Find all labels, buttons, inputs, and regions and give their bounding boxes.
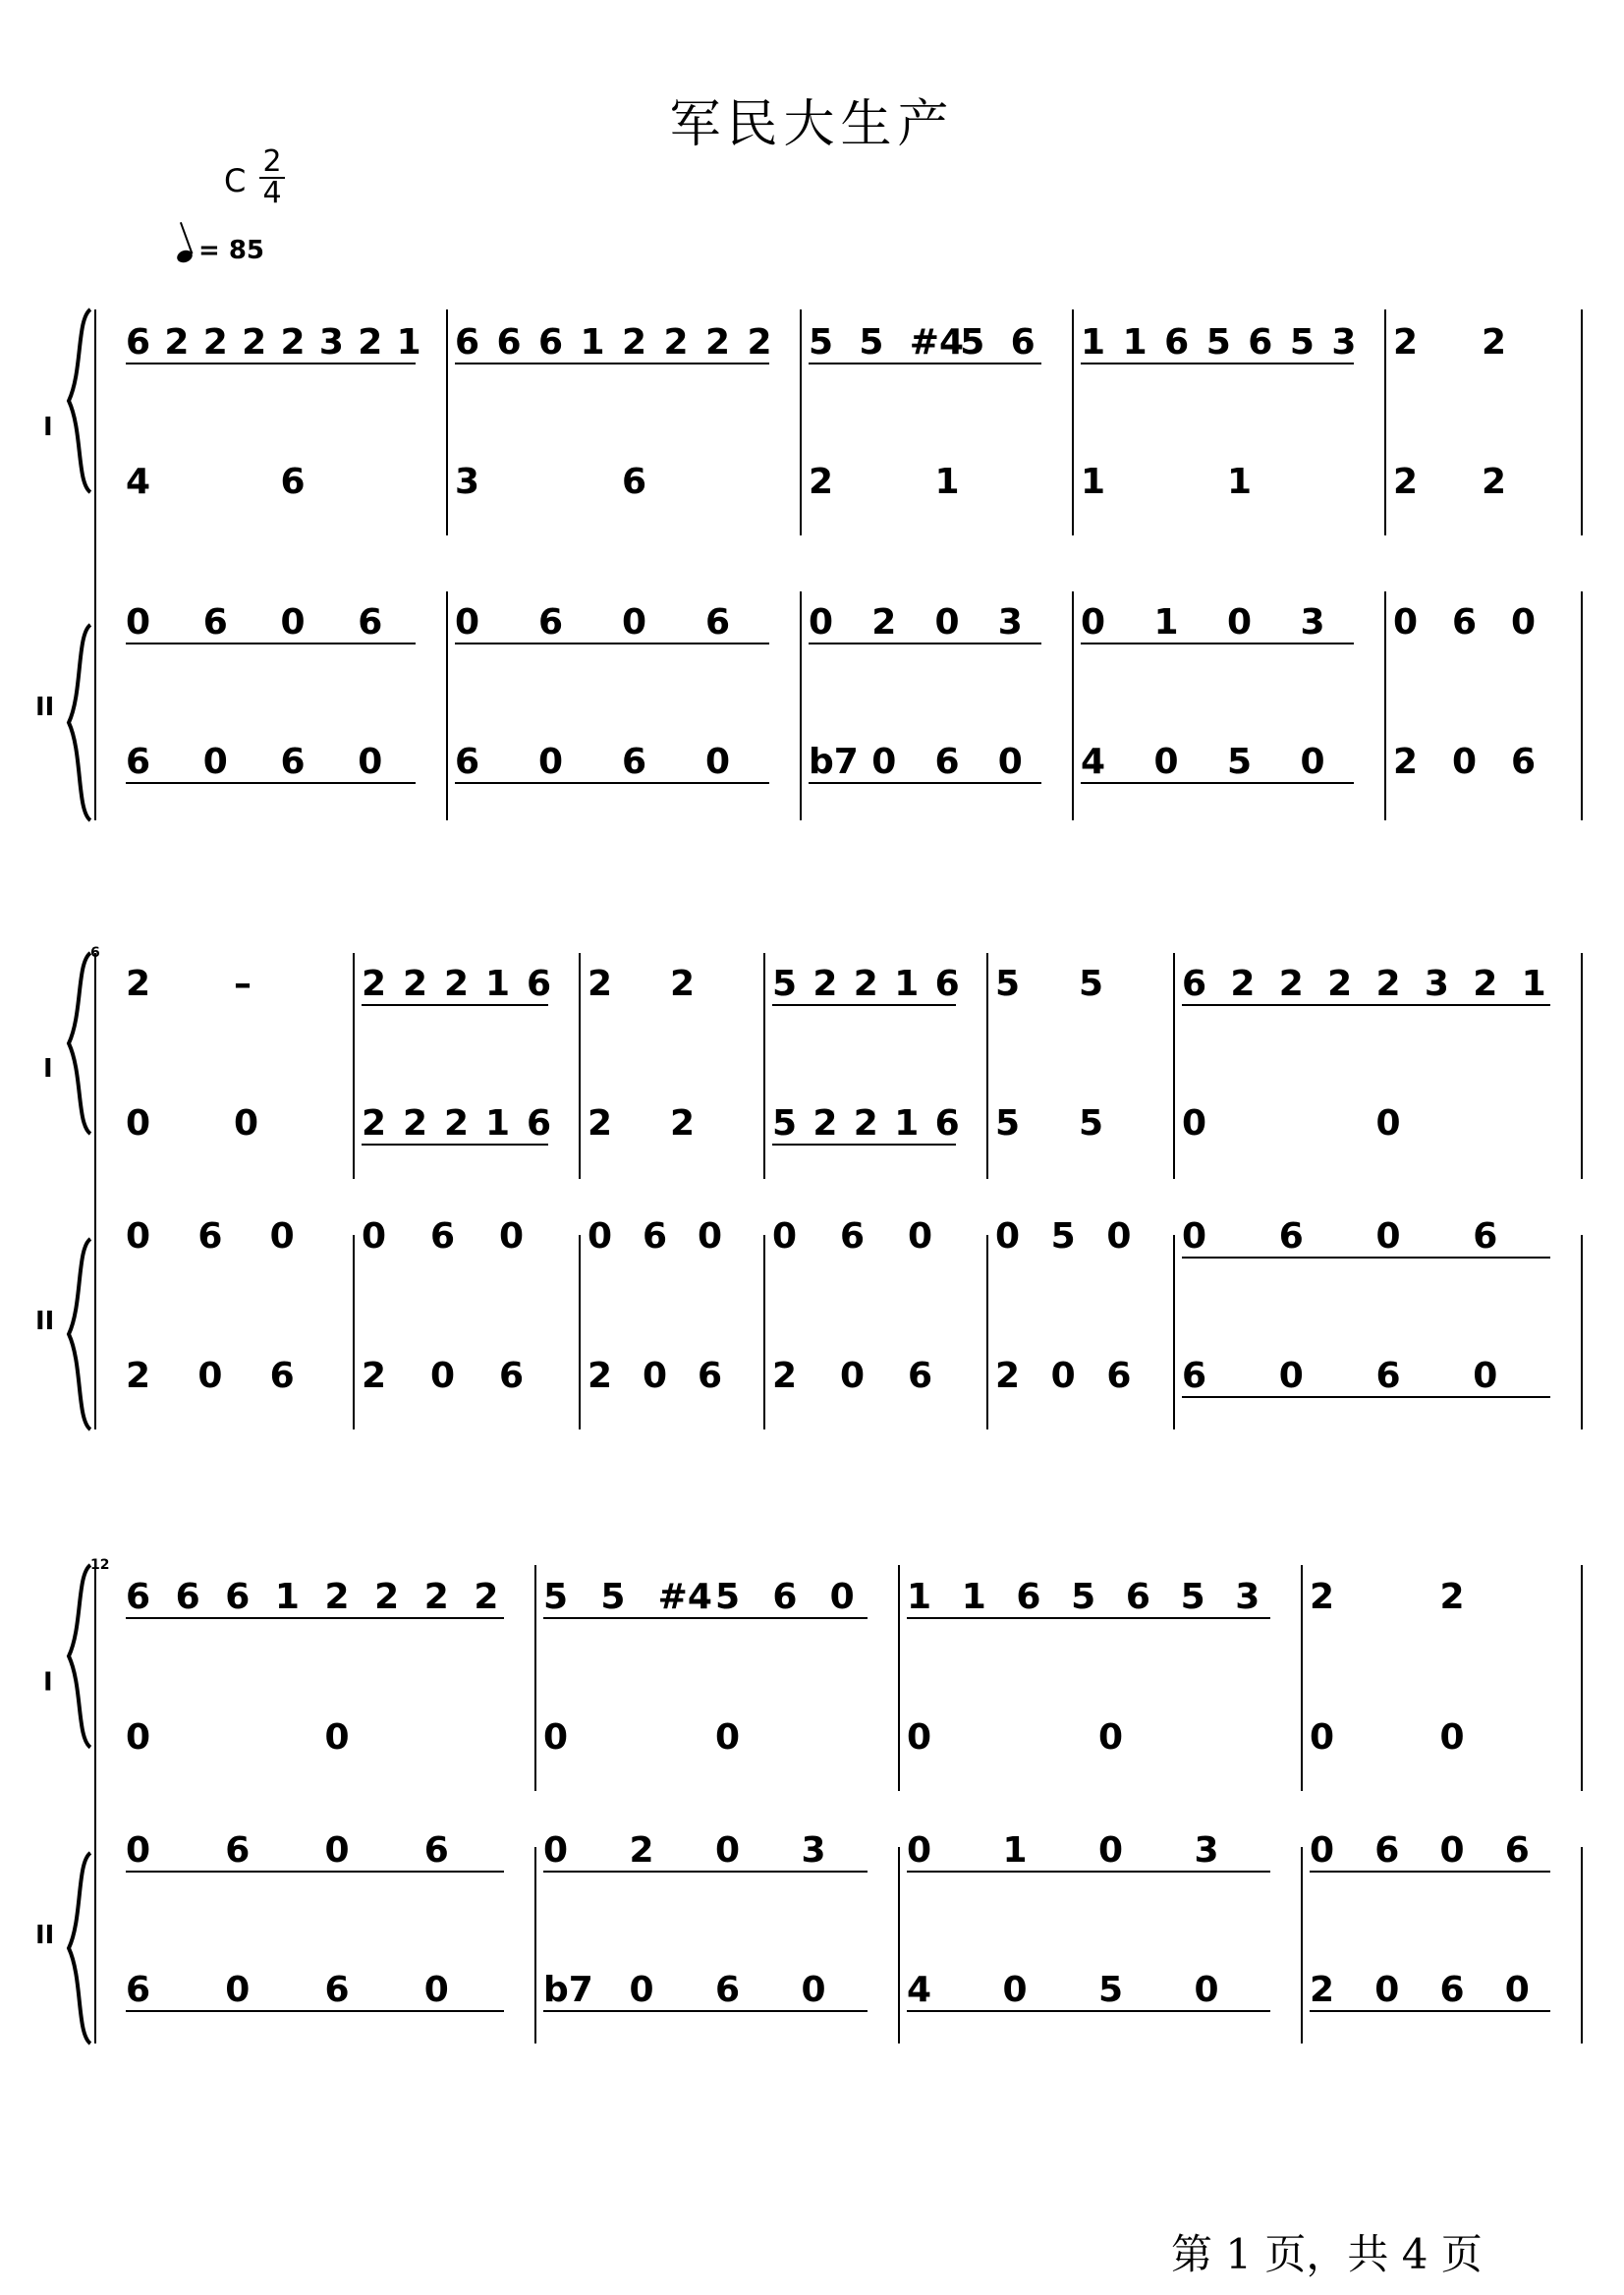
jianpu-note: 0 xyxy=(1374,1970,1400,2010)
jianpu-note: 6 xyxy=(455,742,480,782)
jianpu-note: 5 xyxy=(1180,1577,1205,1617)
jianpu-note: 3 xyxy=(1194,1830,1219,1871)
jianpu-note: 4 xyxy=(907,1970,932,2010)
jianpu-note: 3 xyxy=(997,602,1023,643)
jianpu-note: 0 xyxy=(698,1216,723,1257)
jianpu-note: 0 xyxy=(1002,1970,1028,2010)
jianpu-note: 0 xyxy=(907,1830,932,1871)
jianpu-note: 2 xyxy=(1439,1577,1465,1617)
jianpu-note: 2 xyxy=(629,1830,654,1871)
jianpu-note: 5 xyxy=(1227,742,1253,782)
jianpu-note: 6 xyxy=(126,1970,151,2010)
jianpu-note: 0 xyxy=(543,1717,569,1758)
brace-part-i xyxy=(69,309,90,492)
jianpu-note: 6 xyxy=(527,964,552,1004)
jianpu-note: #4 xyxy=(909,322,965,363)
jianpu-note: 0 xyxy=(455,602,480,643)
jianpu-note: 1 xyxy=(1081,322,1106,363)
jianpu-note: 1 xyxy=(580,322,605,363)
jianpu-note: 2 xyxy=(1482,462,1507,502)
jianpu-note: 6 xyxy=(1248,322,1273,363)
jianpu-note: 5 xyxy=(960,322,985,363)
jianpu-note: 0 xyxy=(1182,1216,1207,1257)
jianpu-note: 3 xyxy=(1235,1577,1260,1617)
jianpu-note: 1 xyxy=(485,1103,511,1144)
jianpu-note: 0 xyxy=(840,1356,866,1396)
jianpu-note: 2 xyxy=(670,1103,696,1144)
time-sig-denominator: 4 xyxy=(259,177,285,208)
jianpu-note: 5 xyxy=(859,322,884,363)
jianpu-note: 5 xyxy=(1289,322,1315,363)
jianpu-note: – xyxy=(234,964,252,1004)
jianpu-note: 2 xyxy=(1375,964,1401,1004)
jianpu-note: 6 xyxy=(1010,322,1036,363)
jianpu-note: 0 xyxy=(1300,742,1325,782)
jianpu-note: 0 xyxy=(225,1970,251,2010)
part-label-i: I xyxy=(43,1054,53,1084)
jianpu-note: 2 xyxy=(871,602,897,643)
jianpu-note: 2 xyxy=(588,964,613,1004)
jianpu-note: 6 xyxy=(1125,1577,1150,1617)
jianpu-note: 0 xyxy=(705,742,731,782)
jianpu-note: 2 xyxy=(444,964,470,1004)
jianpu-note: 2 xyxy=(362,1356,387,1396)
jianpu-note: 6 xyxy=(126,1577,151,1617)
jianpu-note: 2 xyxy=(1473,964,1498,1004)
jianpu-note: 0 xyxy=(324,1830,350,1871)
jianpu-note: #4 xyxy=(657,1577,712,1617)
jianpu-note: 3 xyxy=(1331,322,1357,363)
jianpu-note: 1 xyxy=(961,1577,986,1617)
part-label-ii: II xyxy=(35,693,55,722)
jianpu-note: 0 xyxy=(997,742,1023,782)
jianpu-note: 0 xyxy=(715,1717,741,1758)
jianpu-note: 2 xyxy=(812,1103,838,1144)
jianpu-note: 6 xyxy=(358,602,383,643)
jianpu-note: 0 xyxy=(1310,1830,1335,1871)
jianpu-note: 2 xyxy=(403,1103,428,1144)
jianpu-note: 2 xyxy=(358,322,383,363)
jianpu-note: 0 xyxy=(1278,1356,1304,1396)
jianpu-note: 3 xyxy=(455,462,480,502)
jianpu-note: 0 xyxy=(1182,1103,1207,1144)
jianpu-note: 6 xyxy=(1374,1830,1400,1871)
jianpu-note: 0 xyxy=(588,1216,613,1257)
jianpu-note: 6 xyxy=(934,1103,960,1144)
jianpu-note: 6 xyxy=(934,964,960,1004)
jianpu-note: 5 xyxy=(995,1103,1021,1144)
jianpu-note: 6 xyxy=(705,602,731,643)
jianpu-note: 6 xyxy=(1278,1216,1304,1257)
jianpu-note: 6 xyxy=(126,322,151,363)
jianpu-note: 0 xyxy=(280,602,306,643)
brace-part-ii xyxy=(69,1853,90,2043)
measure-number: 6 xyxy=(90,945,100,961)
part-label-i: I xyxy=(43,1667,53,1698)
jianpu-note: 6 xyxy=(840,1216,866,1257)
jianpu-note: 0 xyxy=(126,1717,151,1758)
jianpu-note: 6 xyxy=(225,1830,251,1871)
jianpu-note: 2 xyxy=(280,322,306,363)
jianpu-note: 2 xyxy=(588,1103,613,1144)
jianpu-note: 0 xyxy=(907,1717,932,1758)
jianpu-note: 6 xyxy=(126,742,151,782)
jianpu-note: 3 xyxy=(318,322,344,363)
jianpu-note: 6 xyxy=(197,1216,223,1257)
jianpu-note: 2 xyxy=(444,1103,470,1144)
jianpu-note: 2 xyxy=(622,322,647,363)
jianpu-note: 0 xyxy=(622,602,647,643)
jianpu-note: 0 xyxy=(871,742,897,782)
jianpu-note: 1 xyxy=(1002,1830,1028,1871)
jianpu-note: 6 xyxy=(1511,742,1537,782)
jianpu-note: 6 xyxy=(1439,1970,1465,2010)
jianpu-note: 6 xyxy=(622,742,647,782)
jianpu-note: b7 xyxy=(809,742,859,782)
jianpu-note: 6 xyxy=(499,1356,525,1396)
brace-part-i xyxy=(69,953,90,1134)
jianpu-note: 1 xyxy=(396,322,421,363)
jianpu-note: 2 xyxy=(1310,1577,1335,1617)
jianpu-note: 6 xyxy=(538,602,564,643)
jianpu-note: 0 xyxy=(324,1717,350,1758)
jianpu-note: 2 xyxy=(1230,964,1256,1004)
jianpu-note: 2 xyxy=(853,964,878,1004)
jianpu-note: 1 xyxy=(1081,462,1106,502)
jianpu-note: 0 xyxy=(126,1103,151,1144)
jianpu-note: 0 xyxy=(801,1970,826,2010)
jianpu-note: 0 xyxy=(362,1216,387,1257)
jianpu-note: 5 xyxy=(1050,1216,1076,1257)
jianpu-note: 0 xyxy=(643,1356,668,1396)
jianpu-note: 6 xyxy=(280,462,306,502)
jianpu-note: 0 xyxy=(715,1830,741,1871)
jianpu-note: 1 xyxy=(934,462,960,502)
jianpu-note: 6 xyxy=(1182,964,1207,1004)
jianpu-note: 5 xyxy=(715,1577,741,1617)
jianpu-note: 1 xyxy=(485,964,511,1004)
jianpu-note: 1 xyxy=(894,1103,920,1144)
jianpu-note: 0 xyxy=(995,1216,1021,1257)
jianpu-note: 1 xyxy=(274,1577,300,1617)
jianpu-note: 2 xyxy=(1482,322,1507,363)
jianpu-note: 0 xyxy=(358,742,383,782)
jianpu-note: 0 xyxy=(1452,742,1478,782)
part-label-i: I xyxy=(43,413,53,442)
jianpu-note: 5 xyxy=(1205,322,1231,363)
jianpu-note: 0 xyxy=(1153,742,1179,782)
jianpu-note: 6 xyxy=(1473,1216,1498,1257)
jianpu-note: 6 xyxy=(423,1830,449,1871)
jianpu-note: 0 xyxy=(809,602,834,643)
jianpu-note: 3 xyxy=(801,1830,826,1871)
jianpu-note: 0 xyxy=(829,1577,855,1617)
jianpu-note: 0 xyxy=(543,1830,569,1871)
jianpu-note: 2 xyxy=(423,1577,449,1617)
jianpu-note: 6 xyxy=(1375,1356,1401,1396)
jianpu-note: 2 xyxy=(324,1577,350,1617)
jianpu-note: 6 xyxy=(1182,1356,1207,1396)
jianpu-note: 0 xyxy=(1227,602,1253,643)
jianpu-note: 0 xyxy=(1050,1356,1076,1396)
jianpu-note: 0 xyxy=(197,1356,223,1396)
jianpu-note: 5 xyxy=(1079,964,1104,1004)
jianpu-note: 2 xyxy=(474,1577,499,1617)
jianpu-note: 4 xyxy=(126,462,151,502)
jianpu-note: 6 xyxy=(430,1216,456,1257)
jianpu-note: 2 xyxy=(1327,964,1353,1004)
jianpu-note: 0 xyxy=(499,1216,525,1257)
jianpu-note: 2 xyxy=(242,322,267,363)
jianpu-note: 6 xyxy=(1452,602,1478,643)
tempo-value: = 85 xyxy=(198,236,265,265)
jianpu-note: 5 xyxy=(809,322,834,363)
jianpu-note: 2 xyxy=(1278,964,1304,1004)
jianpu-note: 2 xyxy=(705,322,731,363)
jianpu-note: 6 xyxy=(324,1970,350,2010)
jianpu-note: 0 xyxy=(1194,1970,1219,2010)
jianpu-note: 6 xyxy=(934,742,960,782)
jianpu-note: 6 xyxy=(1106,1356,1132,1396)
jianpu-note: 6 xyxy=(698,1356,723,1396)
jianpu-note: 1 xyxy=(1153,602,1179,643)
jianpu-note: 2 xyxy=(663,322,689,363)
jianpu-note: 4 xyxy=(1081,742,1106,782)
time-sig-numerator: 2 xyxy=(262,144,282,179)
jianpu-note: 6 xyxy=(202,602,228,643)
jianpu-note: 0 xyxy=(430,1356,456,1396)
jianpu-note: 6 xyxy=(175,1577,200,1617)
jianpu-note: 2 xyxy=(362,964,387,1004)
jianpu-note: 0 xyxy=(1439,1717,1465,1758)
jianpu-note: 2 xyxy=(362,1103,387,1144)
jianpu-note: 0 xyxy=(1504,1970,1530,2010)
jianpu-note: 0 xyxy=(234,1103,259,1144)
jianpu-note: 2 xyxy=(812,964,838,1004)
jianpu-note: 6 xyxy=(772,1577,798,1617)
jianpu-note: 2 xyxy=(374,1577,400,1617)
jianpu-note: 6 xyxy=(538,322,564,363)
jianpu-note: 0 xyxy=(1098,1717,1124,1758)
jianpu-note: 2 xyxy=(164,322,190,363)
jianpu-note: 1 xyxy=(1122,322,1148,363)
jianpu-note: 0 xyxy=(629,1970,654,2010)
jianpu-note: 6 xyxy=(527,1103,552,1144)
jianpu-note: 1 xyxy=(1227,462,1253,502)
jianpu-note: 6 xyxy=(496,322,522,363)
jianpu-note: 6 xyxy=(269,1356,295,1396)
jianpu-note: 0 xyxy=(423,1970,449,2010)
jianpu-note: 0 xyxy=(1393,602,1419,643)
jianpu-note: 0 xyxy=(1439,1830,1465,1871)
jianpu-note: 2 xyxy=(126,1356,151,1396)
jianpu-note: 5 xyxy=(772,1103,798,1144)
key-signature: C xyxy=(224,162,247,199)
score-title: 军民大生产 xyxy=(669,95,955,154)
jianpu-note: 0 xyxy=(1098,1830,1124,1871)
jianpu-note: 5 xyxy=(1071,1577,1096,1617)
jianpu-note: 2 xyxy=(747,322,772,363)
jianpu-note: 3 xyxy=(1424,964,1449,1004)
part-label-ii: II xyxy=(35,1307,55,1336)
jianpu-note: 2 xyxy=(1393,322,1419,363)
jianpu-note: 6 xyxy=(455,322,480,363)
jianpu-note: 6 xyxy=(1164,322,1190,363)
jianpu-note: 0 xyxy=(538,742,564,782)
jianpu-note: b7 xyxy=(543,1970,593,2010)
jianpu-note: 3 xyxy=(1300,602,1325,643)
jianpu-note: 6 xyxy=(622,462,647,502)
brace-part-ii xyxy=(69,625,90,820)
jianpu-note: 0 xyxy=(269,1216,295,1257)
jianpu-note: 1 xyxy=(907,1577,932,1617)
jianpu-note: 2 xyxy=(126,964,151,1004)
jianpu-note: 6 xyxy=(280,742,306,782)
brace-part-ii xyxy=(69,1239,90,1429)
jianpu-note: 6 xyxy=(225,1577,251,1617)
jianpu-note: 0 xyxy=(1375,1216,1401,1257)
jianpu-note: 6 xyxy=(908,1356,933,1396)
jianpu-note: 1 xyxy=(894,964,920,1004)
jianpu-note: 6 xyxy=(643,1216,668,1257)
jianpu-note: 0 xyxy=(772,1216,798,1257)
jianpu-note: 2 xyxy=(1393,742,1419,782)
jianpu-note: 5 xyxy=(600,1577,626,1617)
jianpu-note: 2 xyxy=(1393,462,1419,502)
jianpu-note: 5 xyxy=(772,964,798,1004)
jianpu-note: 0 xyxy=(126,602,151,643)
page-footer: 第 1 页，共 4 页 xyxy=(1171,2230,1483,2278)
jianpu-note: 2 xyxy=(403,964,428,1004)
jianpu-note: 6 xyxy=(715,1970,741,2010)
jianpu-note: 5 xyxy=(1079,1103,1104,1144)
jianpu-note: 2 xyxy=(670,964,696,1004)
jianpu-note: 6 xyxy=(1016,1577,1041,1617)
brace-part-i xyxy=(69,1565,90,1748)
jianpu-note: 2 xyxy=(853,1103,878,1144)
jianpu-note: 0 xyxy=(1511,602,1537,643)
jianpu-note: 0 xyxy=(202,742,228,782)
jianpu-note: 2 xyxy=(809,462,834,502)
jianpu-note: 0 xyxy=(1375,1103,1401,1144)
measure-number: 12 xyxy=(90,1557,110,1573)
jianpu-note: 0 xyxy=(1106,1216,1132,1257)
jianpu-note: 5 xyxy=(1098,1970,1124,2010)
jianpu-note: 5 xyxy=(995,964,1021,1004)
jianpu-note: 2 xyxy=(995,1356,1021,1396)
jianpu-note: 6 xyxy=(1504,1830,1530,1871)
jianpu-note: 2 xyxy=(202,322,228,363)
jianpu-note: 0 xyxy=(908,1216,933,1257)
jianpu-note: 2 xyxy=(772,1356,798,1396)
jianpu-note: 0 xyxy=(126,1830,151,1871)
jianpu-note: 0 xyxy=(1473,1356,1498,1396)
jianpu-note: 2 xyxy=(588,1356,613,1396)
jianpu-note: 1 xyxy=(1521,964,1546,1004)
jianpu-note: 0 xyxy=(1081,602,1106,643)
jianpu-note: 5 xyxy=(543,1577,569,1617)
part-label-ii: II xyxy=(35,1921,55,1950)
jianpu-note: 2 xyxy=(1310,1970,1335,2010)
jianpu-note: 0 xyxy=(934,602,960,643)
jianpu-note: 0 xyxy=(126,1216,151,1257)
jianpu-note: 0 xyxy=(1310,1717,1335,1758)
